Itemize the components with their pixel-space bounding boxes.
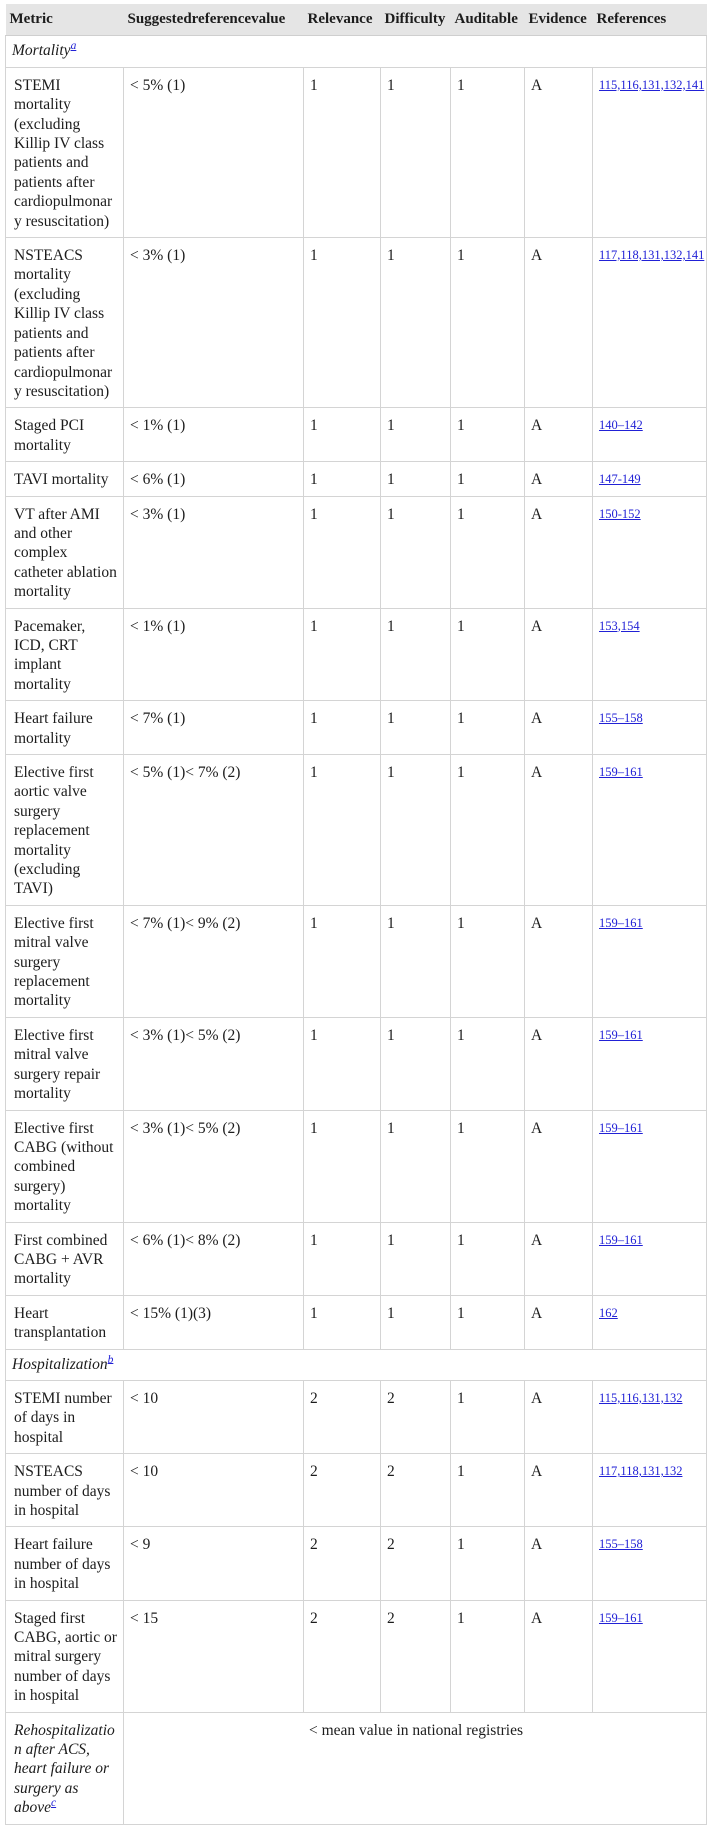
table-row	[6, 1222, 707, 1295]
reference-value-cell: < 1% (1)	[124, 608, 304, 701]
references-cell	[593, 1222, 707, 1295]
rehospitalization-label: Rehospitalization after ACS, heart failure or surgery as above	[14, 1721, 115, 1817]
references-cell	[593, 462, 707, 496]
references-cell	[593, 496, 707, 608]
references-link[interactable]: 117,118,131,132	[599, 1464, 683, 1479]
auditable-cell: 1	[451, 1110, 525, 1222]
auditable-cell: 1	[451, 462, 525, 496]
references-link[interactable]: 162	[599, 1305, 618, 1320]
table-header	[6, 4, 707, 36]
table-row	[6, 1295, 707, 1349]
difficulty-cell: 1	[381, 496, 451, 608]
difficulty-cell: 1	[381, 408, 451, 462]
evidence-cell: A	[525, 905, 593, 1017]
auditable-cell: 1	[451, 1380, 525, 1453]
references-cell	[593, 1454, 707, 1527]
table-row	[6, 1017, 707, 1110]
auditable-cell: 1	[451, 1600, 525, 1712]
references-link[interactable]: 155–158	[599, 711, 643, 726]
reference-value-cell: < 3% (1)< 5% (2)	[124, 1110, 304, 1222]
evidence-cell: A	[525, 408, 593, 462]
metric-cell: First combined CABG + AVR mortality	[6, 1222, 124, 1295]
auditable-cell: 1	[451, 905, 525, 1017]
difficulty-cell: 2	[381, 1454, 451, 1527]
metric-cell: Elective first CABG (without combined surgery) mortality	[6, 1110, 124, 1222]
difficulty-cell: 1	[381, 1222, 451, 1295]
difficulty-cell: 1	[381, 755, 451, 906]
table-row	[6, 1110, 707, 1222]
table-row	[6, 905, 707, 1017]
evidence-cell: A	[525, 1222, 593, 1295]
col-header-evidence: Evidence	[525, 4, 593, 36]
reference-value-cell: < 10	[124, 1380, 304, 1453]
difficulty-cell: 1	[381, 1295, 451, 1349]
references-link[interactable]: 159–161	[599, 1232, 643, 1247]
metric-cell: NSTEACS mortality (excluding Killip IV class patients and patients after cardiopulmonary resuscitation)	[6, 238, 124, 408]
table-row	[6, 496, 707, 608]
difficulty-cell: 2	[381, 1380, 451, 1453]
relevance-cell: 1	[304, 238, 381, 408]
references-cell	[593, 238, 707, 408]
reference-value-cell: < 10	[124, 1454, 304, 1527]
auditable-cell: 1	[451, 1454, 525, 1527]
metric-cell: Elective first mitral valve surgery repair mortality	[6, 1017, 124, 1110]
table-row	[6, 67, 707, 237]
metric-cell: Heart failure mortality	[6, 701, 124, 755]
auditable-cell: 1	[451, 1527, 525, 1600]
rehospitalization-value-cell: < mean value in national registries	[124, 1712, 707, 1824]
footnote-link-a[interactable]: a	[70, 40, 77, 53]
reference-value-cell: < 7% (1)	[124, 701, 304, 755]
table-row	[6, 1454, 707, 1527]
relevance-cell: 1	[304, 1295, 381, 1349]
col-header-metric: Metric	[6, 4, 124, 36]
metric-cell: STEMI mortality (excluding Killip IV class patients and patients after cardiopulmonary resuscitation)	[6, 67, 124, 237]
metric-cell: VT after AMI and other complex catheter ablation mortality	[6, 496, 124, 608]
reference-value-cell: < 6% (1)< 8% (2)	[124, 1222, 304, 1295]
reference-value-cell: < 7% (1)< 9% (2)	[124, 905, 304, 1017]
col-header-auditable: Auditable	[451, 4, 525, 36]
col-header-suggested-reference-value: Suggestedreferencevalue	[124, 4, 304, 36]
auditable-cell: 1	[451, 496, 525, 608]
footnote-link-b[interactable]: b	[107, 1353, 114, 1366]
evidence-cell: A	[525, 462, 593, 496]
relevance-cell: 1	[304, 1110, 381, 1222]
relevance-cell: 1	[304, 462, 381, 496]
relevance-cell: 1	[304, 608, 381, 701]
reference-value-cell: < 5% (1)	[124, 67, 304, 237]
auditable-cell: 1	[451, 1295, 525, 1349]
references-cell	[593, 1600, 707, 1712]
evidence-cell: A	[525, 1527, 593, 1600]
references-cell	[593, 1295, 707, 1349]
reference-value-cell: < 9	[124, 1527, 304, 1600]
difficulty-cell: 2	[381, 1527, 451, 1600]
metric-cell: STEMI number of days in hospital	[6, 1380, 124, 1453]
metric-cell: Staged first CABG, aortic or mitral surgery number of days in hospital	[6, 1600, 124, 1712]
references-link[interactable]: 159–161	[599, 1120, 643, 1135]
evidence-cell: A	[525, 1380, 593, 1453]
section-label-mortality: Mortality	[12, 42, 71, 60]
evidence-cell: A	[525, 608, 593, 701]
relevance-cell: 1	[304, 755, 381, 906]
auditable-cell: 1	[451, 701, 525, 755]
references-cell	[593, 1380, 707, 1453]
col-header-relevance: Relevance	[304, 4, 381, 36]
table-row	[6, 701, 707, 755]
section-row-hospitalization	[6, 1349, 707, 1380]
references-link[interactable]: 115,116,131,132,141	[599, 77, 705, 92]
reference-value-cell: < 15% (1)(3)	[124, 1295, 304, 1349]
references-cell	[593, 905, 707, 1017]
references-cell	[593, 608, 707, 701]
table-row	[6, 462, 707, 496]
auditable-cell: 1	[451, 1017, 525, 1110]
metric-cell: NSTEACS number of days in hospital	[6, 1454, 124, 1527]
metric-cell: TAVI mortality	[6, 462, 124, 496]
references-link[interactable]: 159–161	[599, 1027, 643, 1042]
evidence-cell: A	[525, 1017, 593, 1110]
relevance-cell: 2	[304, 1527, 381, 1600]
relevance-cell: 2	[304, 1380, 381, 1453]
relevance-cell: 2	[304, 1454, 381, 1527]
relevance-cell: 1	[304, 67, 381, 237]
references-cell	[593, 67, 707, 237]
auditable-cell: 1	[451, 238, 525, 408]
relevance-cell: 1	[304, 496, 381, 608]
difficulty-cell: 1	[381, 701, 451, 755]
references-cell	[593, 1017, 707, 1110]
evidence-cell: A	[525, 1454, 593, 1527]
table-row	[6, 408, 707, 462]
relevance-cell: 2	[304, 1600, 381, 1712]
evidence-cell: A	[525, 1295, 593, 1349]
difficulty-cell: 1	[381, 905, 451, 1017]
references-link[interactable]: 147-149	[599, 472, 641, 487]
auditable-cell: 1	[451, 67, 525, 237]
references-link[interactable]: 155–158	[599, 1537, 643, 1552]
evidence-cell: A	[525, 67, 593, 237]
relevance-cell: 1	[304, 1017, 381, 1110]
references-cell	[593, 1527, 707, 1600]
reference-value-cell: < 5% (1)< 7% (2)	[124, 755, 304, 906]
table-row	[6, 608, 707, 701]
relevance-cell: 1	[304, 408, 381, 462]
relevance-cell: 1	[304, 701, 381, 755]
reference-value-cell: < 15	[124, 1600, 304, 1712]
reference-value-cell: < 6% (1)	[124, 462, 304, 496]
references-link[interactable]: 159–161	[599, 765, 643, 779]
metric-cell: Heart failure number of days in hospital	[6, 1527, 124, 1600]
difficulty-cell: 1	[381, 608, 451, 701]
col-header-difficulty: Difficulty	[381, 4, 451, 36]
table-row	[6, 1380, 707, 1453]
references-cell	[593, 701, 707, 755]
metric-cell: Elective first mitral valve surgery replacement mortality	[6, 905, 124, 1017]
table-row-rehospitalization	[6, 1712, 707, 1824]
table-row	[6, 1600, 707, 1712]
table-row	[6, 238, 707, 408]
metric-cell: Elective first aortic valve surgery replacement mortality (excluding TAVI)	[6, 755, 124, 906]
references-link[interactable]: 117,118,131,132,141	[599, 248, 705, 263]
evidence-cell: A	[525, 1600, 593, 1712]
references-link[interactable]: 159–161	[599, 915, 643, 930]
reference-value-cell: < 3% (1)	[124, 238, 304, 408]
difficulty-cell: 1	[381, 67, 451, 237]
difficulty-cell: 1	[381, 462, 451, 496]
difficulty-cell: 2	[381, 1600, 451, 1712]
evidence-cell: A	[525, 755, 593, 906]
auditable-cell: 1	[451, 608, 525, 701]
references-link[interactable]: 153,154	[599, 618, 640, 633]
evidence-cell: A	[525, 701, 593, 755]
auditable-cell: 1	[451, 1222, 525, 1295]
references-cell	[593, 755, 707, 906]
metric-cell: Staged PCI mortality	[6, 408, 124, 462]
references-link[interactable]: 115,116,131,132	[599, 1390, 683, 1405]
references-cell	[593, 408, 707, 462]
reference-value-cell: < 1% (1)	[124, 408, 304, 462]
references-link[interactable]: 150-152	[599, 506, 641, 521]
metric-cell	[6, 1712, 124, 1824]
references-link[interactable]: 159–161	[599, 1610, 643, 1625]
difficulty-cell: 1	[381, 238, 451, 408]
metric-cell: Heart transplantation	[6, 1295, 124, 1349]
footnote-link-c[interactable]: c	[51, 1797, 57, 1810]
col-header-references: References	[593, 4, 707, 36]
quality-metrics-table	[5, 4, 707, 1825]
auditable-cell: 1	[451, 755, 525, 906]
table-row	[6, 755, 707, 906]
metric-cell: Pacemaker, ICD, CRT implant mortality	[6, 608, 124, 701]
difficulty-cell: 1	[381, 1110, 451, 1222]
auditable-cell: 1	[451, 408, 525, 462]
relevance-cell: 1	[304, 1222, 381, 1295]
reference-value-cell: < 3% (1)	[124, 496, 304, 608]
header-row	[6, 4, 707, 36]
reference-value-cell: < 3% (1)< 5% (2)	[124, 1017, 304, 1110]
evidence-cell: A	[525, 496, 593, 608]
evidence-cell: A	[525, 238, 593, 408]
references-cell	[593, 1110, 707, 1222]
references-link[interactable]: 140–142	[599, 418, 643, 433]
table-row	[6, 1527, 707, 1600]
evidence-cell: A	[525, 1110, 593, 1222]
section-label-hospitalization: Hospitalization	[12, 1355, 108, 1373]
relevance-cell: 1	[304, 905, 381, 1017]
section-row-mortality	[6, 36, 707, 67]
difficulty-cell: 1	[381, 1017, 451, 1110]
